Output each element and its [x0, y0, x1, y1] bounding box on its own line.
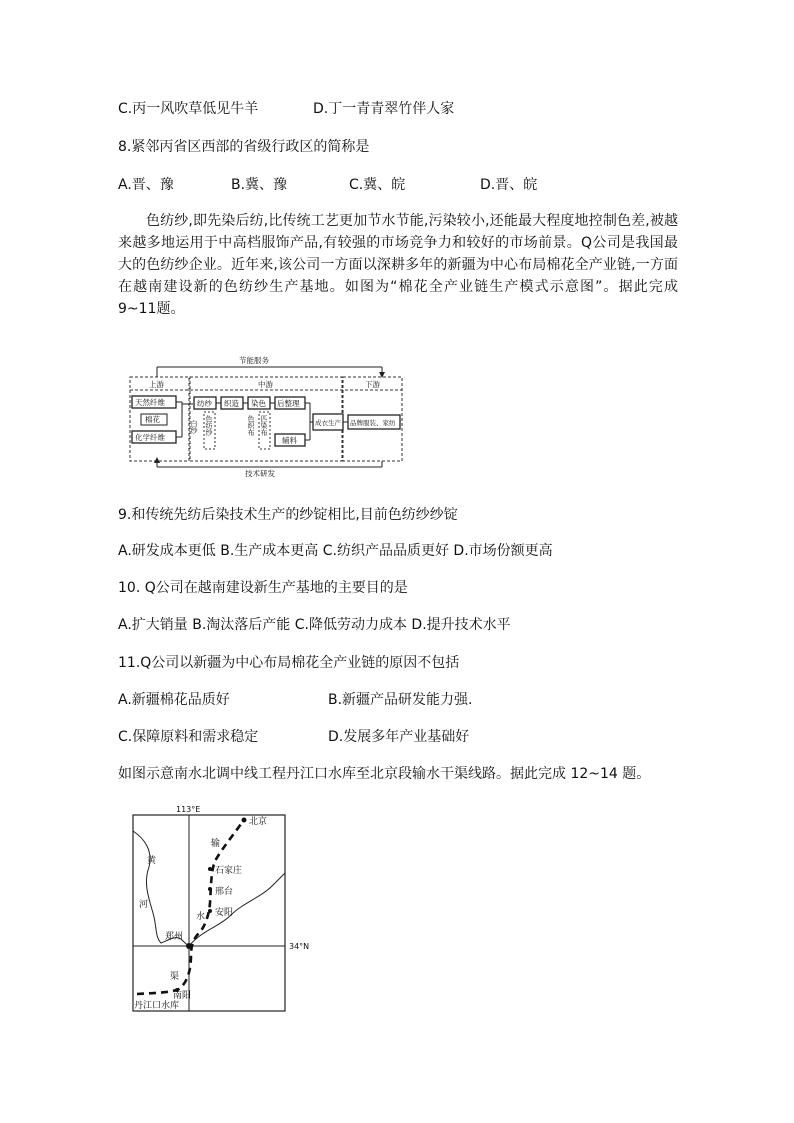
- xingtai-dot: [208, 887, 212, 891]
- beijing-label: 北京: [249, 817, 268, 827]
- q9-stem: 9.和传统先纺后染技术生产的纱锭相比,目前色纺纱纱锭: [118, 507, 458, 523]
- q11-option-a: A.新疆棉花品质好: [118, 692, 230, 708]
- anyang-dot: [208, 909, 212, 913]
- color-cloth-label: 色织布: [247, 415, 255, 436]
- anyang-label: 安阳: [215, 908, 234, 918]
- q11-option-d: D.发展多年产业基础好: [328, 729, 470, 745]
- danjiangkou-label: 丹江口水库: [134, 1001, 180, 1011]
- parallel-label: 34°N: [289, 942, 310, 951]
- brand-box: 品牌服装、家纺: [350, 419, 396, 427]
- q10-options: A.扩大销量 B.淘汰落后产能 C.降低劳动力成本 D.提升技术水平: [118, 617, 511, 633]
- natural-fiber-box: 天然纤维: [135, 398, 165, 407]
- downstream-label: 下游: [365, 380, 380, 389]
- q8-option-b: B.冀、豫: [231, 177, 288, 193]
- passage-cotton-industry: 色纺纱,即先染后纺,比传统工艺更加节水节能,污染较小,还能最大程度地控制色差,被越来越多地运用于中高档服饰产品,有较强的市场竞争力和较好的市场前景。Q公司是我国最大的色纺纱企业。近年来,该公司一方面以深耕多年的新疆为中心布局棉花全产业链,一方面在越南建设新的色纺纱生产基地。如图为“棉花全产业链生产模式示意图”。据此完成 9~11题。: [118, 213, 678, 317]
- upstream-label: 上游: [149, 380, 164, 389]
- color-yarn-label: 色纺纱: [205, 415, 213, 436]
- q8-option-c: C.冀、皖: [349, 177, 406, 193]
- q9-options: A.研发成本更低 B.生产成本更高 C.纺织产品品质更好 D.市场份额更高: [118, 543, 553, 559]
- q8-stem: 8.紧邻丙省区西部的省级行政区的简称是: [118, 139, 370, 155]
- meridian-label: 113°E: [176, 805, 201, 814]
- energy-service-label: 节能服务: [239, 356, 269, 365]
- accessories-box: 辅料: [282, 436, 297, 445]
- garment-box: 成衣生产: [315, 419, 341, 427]
- dyeing-box: 染色: [251, 399, 266, 408]
- q11-option-b: B.新疆产品研发能力强.: [328, 692, 473, 708]
- canal-char-shui: 水: [196, 912, 206, 922]
- q7-option-d: D.丁一青青翠竹伴人家: [313, 101, 455, 117]
- industry-chain-diagram: [127, 352, 405, 478]
- shijiazhuang-label: 石家庄: [215, 866, 243, 876]
- finishing-box: 后整理: [277, 399, 300, 408]
- zhengzhou-label: 郑州: [165, 932, 184, 942]
- q8-option-a: A.晋、豫: [118, 177, 174, 193]
- q11-stem: 11.Q公司以新疆为中心布局棉花全产业链的原因不包括: [118, 655, 460, 671]
- zhengzhou-dot: [186, 943, 192, 949]
- river-char-huang: 黄: [147, 856, 157, 866]
- canal-char-shu: 输: [211, 839, 221, 849]
- q7-option-c: C.丙一风吹草低见牛羊: [118, 101, 259, 117]
- cotton-box: 棉花: [145, 415, 160, 424]
- nanyang-label: 南阳: [173, 991, 192, 1001]
- passage-water-diversion: 如图示意南水北调中线工程丹江口水库至北京段输水干渠线路。据此完成 12~14 题。: [118, 766, 651, 782]
- river-char-he: 河: [139, 900, 149, 910]
- q10-stem: 10. Q公司在越南建设新生产基地的主要目的是: [118, 580, 408, 596]
- spinning-box: 纺纱: [197, 399, 212, 408]
- q11-option-c: C.保障原料和需求稳定: [118, 729, 259, 745]
- chemical-fiber-box: 化学纤维: [135, 433, 165, 442]
- weaving-box: 织造: [224, 399, 239, 408]
- beijing-dot: [242, 818, 247, 823]
- printed-cloth-label: 匹染布: [260, 415, 268, 436]
- midstream-label: 中游: [258, 380, 273, 389]
- water-diversion-map: [131, 803, 315, 1013]
- tech-rd-label: 技术研发: [245, 469, 275, 478]
- xingtai-label: 邢台: [215, 887, 234, 897]
- q8-option-d: D.晋、皖: [480, 177, 538, 193]
- shijiazhuang-dot: [208, 867, 212, 871]
- white-yarn-label: 白纱: [190, 420, 198, 434]
- canal-char-qu: 渠: [170, 972, 180, 982]
